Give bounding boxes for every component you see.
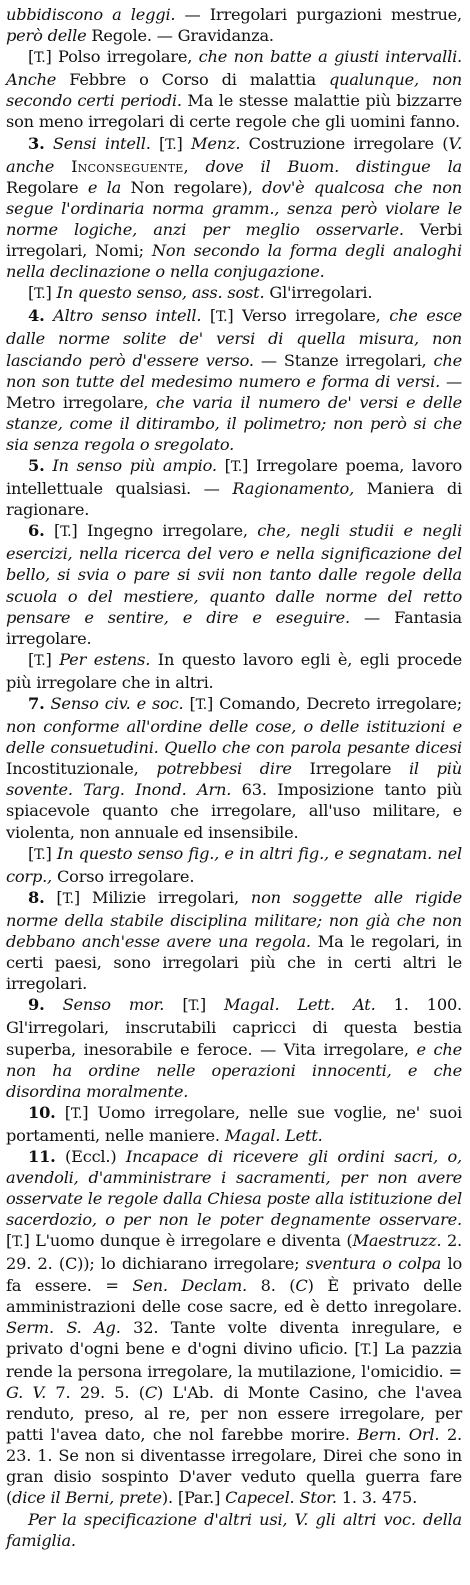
entry-paragraph: 11. (Eccl.) Incapace di ricevere gli ordini sacri, o, avendoli, d'amministrare i sacramenti, per non avere osservate le regole dalla Chiesa poste alla istituzione del sacerdozio, o per non le poter degnamente osservare. [T.] L'uomo dunque è irregolare e diventa (Maestruzz. 2. 29. 2. (C)); lo dichiarano irregolare; sventura o colpa lo fa essere. = Sen. Declam. 8. (C) È privato delle amministrazioni delle cose sacre, ed è detto inregolare. Serm. S. Ag. 32. Tante volte diventa inregulare, e privato d'ogni bene e d'ogni divino uficio. [T.] La pazzia rende la persona irregolare, la mutilazione, l'omicidio. = G. V. 7. 29. 5. (C) L'Ab. di Monte Casino, che l'avea renduto, preso, al re, per non essere irregolare, per patti l'avea dato, che nol farebbe morire. Bern. Orl. 2. 23. 1. Se non si diventasse irregolare, Direi che sono in gran disio sospinto D'aver veduto quella guerra fare (dice il Berni, prete). [Par.] Capecel. Stor. 1. 3. 475. bbox=[6, 1146, 463, 1508]
entry-paragraph: [T.] In questo senso fig., e in altri fig., e segnatam. nel corp., Corso irregolare. bbox=[6, 843, 462, 886]
entry-paragraph: 6. [T.] Ingegno irregolare, che, negli studii e negli esercizi, nella ricerca del vero e nella significazione del bello, si svia o pare si svii non tanto dalle regole della scuola o del mestiere, quanto dalle norme del retto pensare e sentire, e dire e eseguire. — Fantasia irregolare. bbox=[6, 521, 463, 648]
entry-paragraph: 10. [T.] Uomo irregolare, nelle sue voglie, ne' suoi portamenti, nelle maniere. Magal. Lett. bbox=[6, 1102, 462, 1145]
entry-paragraph: [T.] Per estens. In questo lavoro egli è, egli procede più irregolare che in altri. bbox=[6, 649, 463, 692]
entry-paragraph: 5. In senso più ampio. [T.] Irregolare poema, lavoro intellettuale qualsiasi. — Ragionamento, Maniera di ragionare. bbox=[6, 455, 463, 520]
entry-paragraph: 7. Senso civ. e soc. [T.] Comando, Decreto irregolare; non conforme all'ordine delle cose, o delle istituzioni e delle consuetudini. Quello che con parola pesante dicesi Incostituzionale, potrebbesi dire Irregolare il più sovente. Targ. Inond. Arn. 63. Imposizione tanto più spiacevole quanto che irregolare, all'uso militare, e violenta, non annuale ed insensibile. bbox=[6, 694, 463, 842]
entry-paragraph: [T.] Polso irregolare, che non batte a giusti intervalli. Anche Febbre o Corso di malattia qualunque, non secondo certi periodi. Ma le stesse malattie più bizzarre son meno irregolari di certe regole che gli uomini fanno. bbox=[6, 47, 462, 132]
dictionary-entry-column bbox=[6, 4, 462, 1551]
entry-paragraph: 4. Altro senso intell. [T.] Verso irregolare, che esce dalle norme solite de' versi di quella misura, non lasciando però d'essere verso. — Stanze irregolari, che non son tutte del medesimo numero e forma di versi. — Metro irregolare, che varia il numero de' versi e delle stanze, come il ditirambo, il polimetro; non però si che sia senza regola o sregolato. bbox=[6, 306, 463, 454]
entry-paragraph: 8. [T.] Milizie irregolari, non soggette alle rigide norme della stabile disciplina militare; non già che non debbano anch'esse avere una regola. Ma le regolari, in certi paesi, sono irregolari più che in certi altri le irregolari. bbox=[6, 887, 462, 994]
entry-paragraph: ubbidiscono a leggi. — Irregolari purgazioni mestrue, però delle Regole. — Gravidanza. bbox=[6, 5, 462, 46]
entry-paragraph: Per la specificazione d'altri usi, V. gli altri voc. della famiglia. bbox=[6, 1509, 462, 1550]
entry-paragraph: [T.] In questo senso, ass. sost. Gl'irregolari. bbox=[28, 283, 373, 303]
entry-paragraph: 9. Senso mor. [T.] Magal. Lett. At. 1. 100. Gl'irregolari, inscrutabili capricci di questa bestia superba, inesorabile e feroce. — Vita irregolare, e che non ha ordine nelle operazioni innocenti, e che disordina moralmente. bbox=[6, 995, 463, 1101]
entry-paragraph: 3. Sensi intell. [T.] Menz. Costruzione irregolare (V. anche Inconseguente, dove il Buom. distingue la Regolare e la Non regolare), dov'è qualcosa che non segue l'ordinaria norma gramm., senza però violare le norme logiche, anzi per meglio osservarle. Verbi irregolari, Nomi; Non secondo la forma degli analoghi nella declinazione o nella conjugazione. bbox=[6, 133, 463, 282]
